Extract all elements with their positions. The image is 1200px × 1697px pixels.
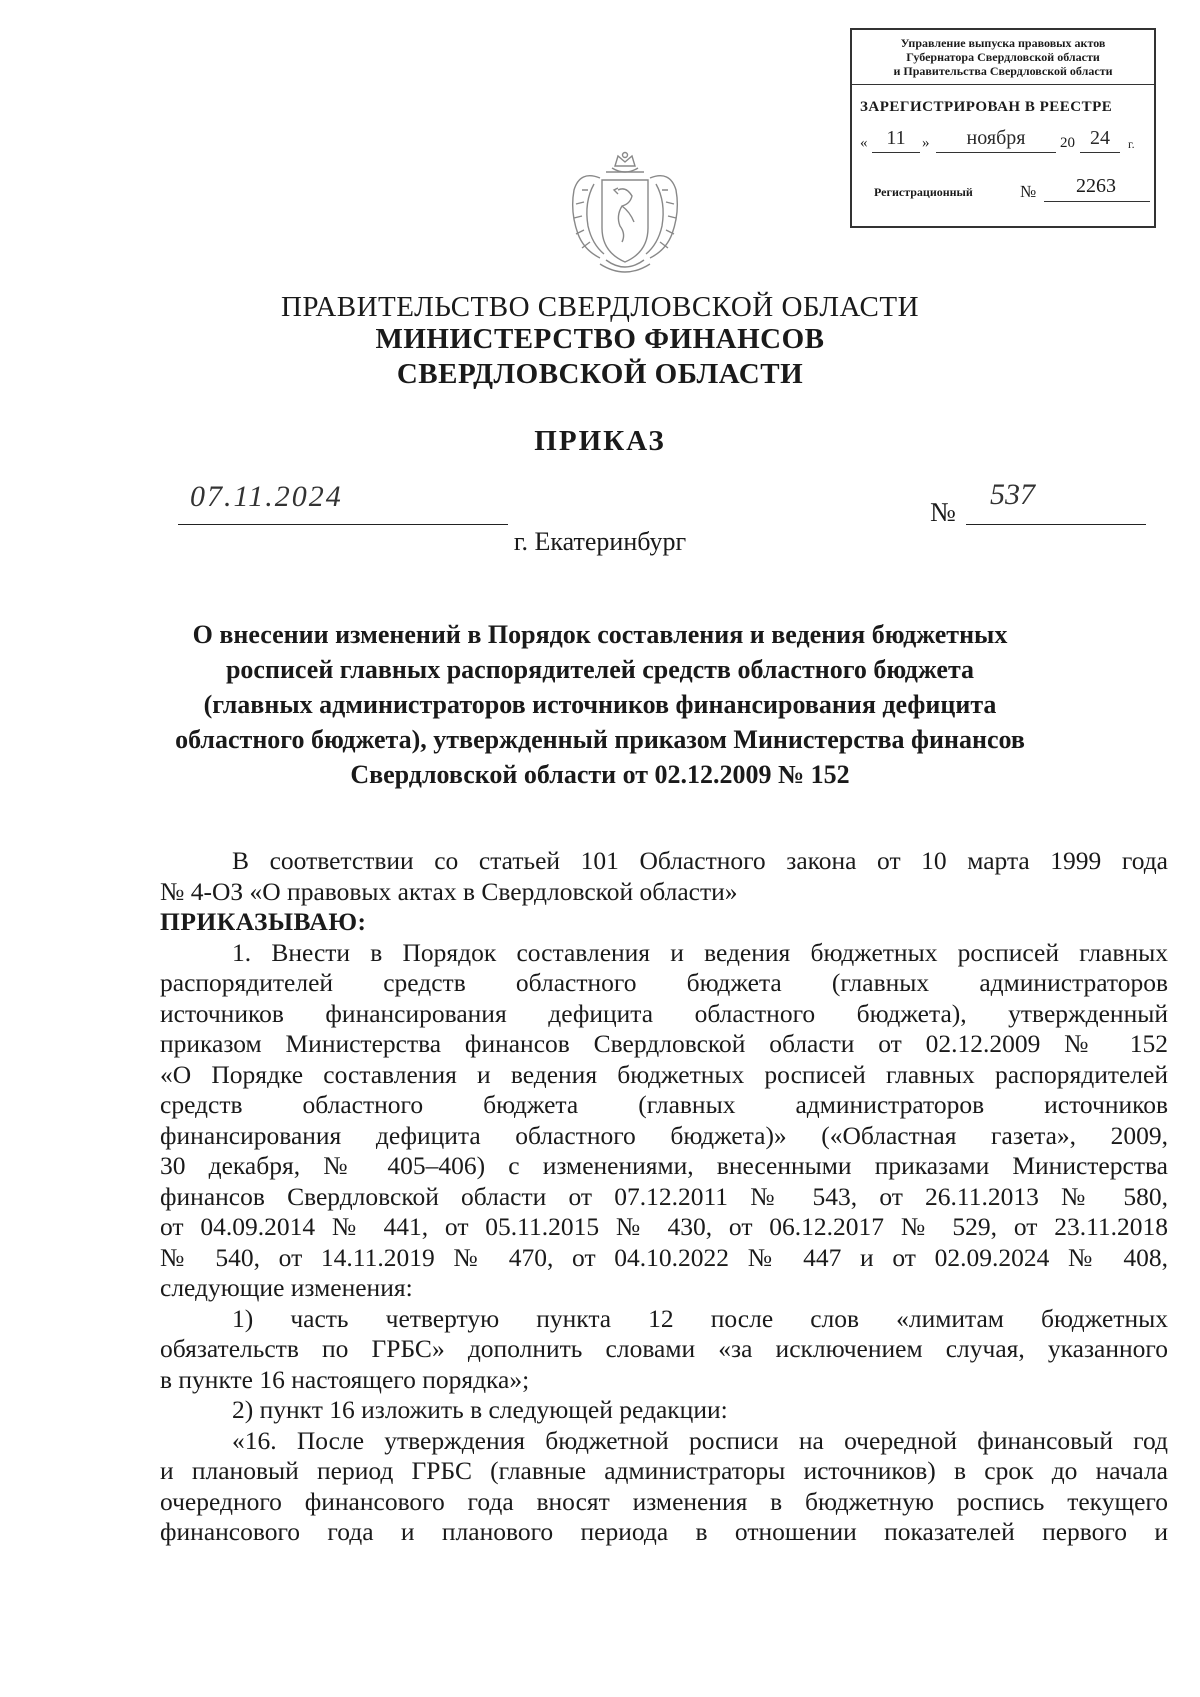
ministry-title-line1: МИНИСТЕРСТВО ФИНАНСОВ xyxy=(375,323,825,355)
body-line: 1) часть четвертую пункта 12 после слов «лимитам бюджетных xyxy=(232,1303,1168,1333)
order-number-line xyxy=(966,524,1146,525)
title-line: (главных администраторов источников финансирования дефицита xyxy=(203,690,997,719)
stamp-number-sign: № xyxy=(1020,182,1037,201)
body-line: источников финансирования дефицита областного бюджета), утвержденный xyxy=(160,998,1168,1028)
body-line: и плановый период ГРБС (главные администраторы источников) в срок до начала xyxy=(160,1456,1168,1485)
body-line: 2) пункт 16 изложить в следующей редакции: xyxy=(232,1395,728,1424)
body-line: финансов Свердловской области от 07.12.2011 № 543, от 26.11.2013 № 580, xyxy=(160,1181,1168,1211)
stamp-reg-label: Регистрационный xyxy=(874,185,973,199)
stamp-year-prefix: 20 xyxy=(1060,135,1075,151)
stamp-date xyxy=(852,126,1154,156)
stamp-year: 24 xyxy=(1090,127,1110,149)
title-line: областного бюджета), утвержденный приказом Министерства финансов xyxy=(175,725,1025,754)
body-line: от 04.09.2014 № 441, от 05.11.2015 № 430, от 06.12.2017 № 529, от 23.11.2018 xyxy=(160,1212,1168,1241)
body-line: «О Порядке составления и ведения бюджетных росписей главных распорядителей xyxy=(160,1059,1168,1089)
body-line: в пункте 16 настоящего порядка»; xyxy=(160,1364,530,1394)
order-body xyxy=(160,846,1168,1548)
title-line: Свердловской области от 02.12.2009 № 152 xyxy=(350,760,850,789)
stamp-header-line: Управление выпуска правовых актов xyxy=(900,36,1106,50)
city-line: г. Екатеринбург xyxy=(513,527,687,556)
document-type: ПРИКАЗ xyxy=(534,425,666,457)
body-line: очередного финансового года вносят изменения в бюджетную роспись текущего xyxy=(160,1486,1168,1516)
stamp-registration-number xyxy=(852,172,1154,206)
body-line: следующие изменения: xyxy=(160,1273,413,1302)
body-line: № 540, от 14.11.2019 № 470, от 04.10.2022 № 447 и от 02.09.2024 № 408, xyxy=(160,1242,1168,1272)
order-date-handwritten: 07.11.2024 xyxy=(190,480,343,513)
body-line: распорядителей средств областного бюджета (главных администраторов xyxy=(160,968,1168,997)
body-line: финансового года и планового периода в отношении показателей первого и xyxy=(160,1517,1168,1546)
body-line: В соответствии со статьей 101 Областного закона от 10 марта 1999 года xyxy=(232,846,1168,875)
body-line: финансирования дефицита областного бюджета)» («Областная газета», 2009, xyxy=(160,1120,1168,1150)
order-number-handwritten: 537 xyxy=(990,478,1035,511)
stamp-year-unit: г. xyxy=(1128,137,1135,151)
stamp-registered-label: ЗАРЕГИСТРИРОВАН В РЕЕСТРЕ xyxy=(860,99,1113,115)
order-title xyxy=(160,617,1040,792)
body-line: 30 декабря, № 405–406) с изменениями, внесенными приказами Министерства xyxy=(160,1151,1168,1180)
order-date-line xyxy=(178,524,508,525)
registration-stamp xyxy=(850,28,1156,228)
stamp-month: ноября xyxy=(966,127,1026,149)
order-directive: ПРИКАЗЫВАЮ: xyxy=(160,907,367,936)
body-line: обязательств по ГРБС» дополнить словами «за исключением случая, указанного xyxy=(160,1334,1168,1363)
stamp-header-line: и Правительства Свердловской области xyxy=(893,64,1113,78)
title-line: росписей главных распорядителей средств областного бюджета xyxy=(225,655,975,684)
stamp-header xyxy=(852,30,1154,85)
body-line: 1. Внести в Порядок составления и ведения бюджетных росписей главных xyxy=(232,937,1168,967)
stamp-reg-number: 2263 xyxy=(1076,175,1116,197)
title-line: О внесении изменений в Порядок составления и ведения бюджетных xyxy=(192,620,1008,649)
ministry-title-line2: СВЕРДЛОВСКОЙ ОБЛАСТИ xyxy=(396,358,804,390)
coat-of-arms-emblem xyxy=(560,150,690,280)
stamp-quote-close: » xyxy=(922,135,930,151)
stamp-header-line: Губернатора Свердловской области xyxy=(906,50,1100,64)
body-line: средств областного бюджета (главных администраторов источников xyxy=(160,1090,1168,1119)
order-number-label: № xyxy=(930,497,956,527)
body-line: «16. После утверждения бюджетной росписи на очередной финансовый год xyxy=(232,1425,1168,1455)
government-title: ПРАВИТЕЛЬСТВО СВЕРДЛОВСКОЙ ОБЛАСТИ xyxy=(280,291,920,323)
stamp-day: 11 xyxy=(886,127,906,149)
stamp-quote-open: « xyxy=(860,135,868,151)
body-line: № 4-ОЗ «О правовых актах в Свердловской области» xyxy=(160,876,738,906)
body-line: приказом Министерства финансов Свердловской области от 02.12.2009 № 152 xyxy=(160,1029,1168,1058)
